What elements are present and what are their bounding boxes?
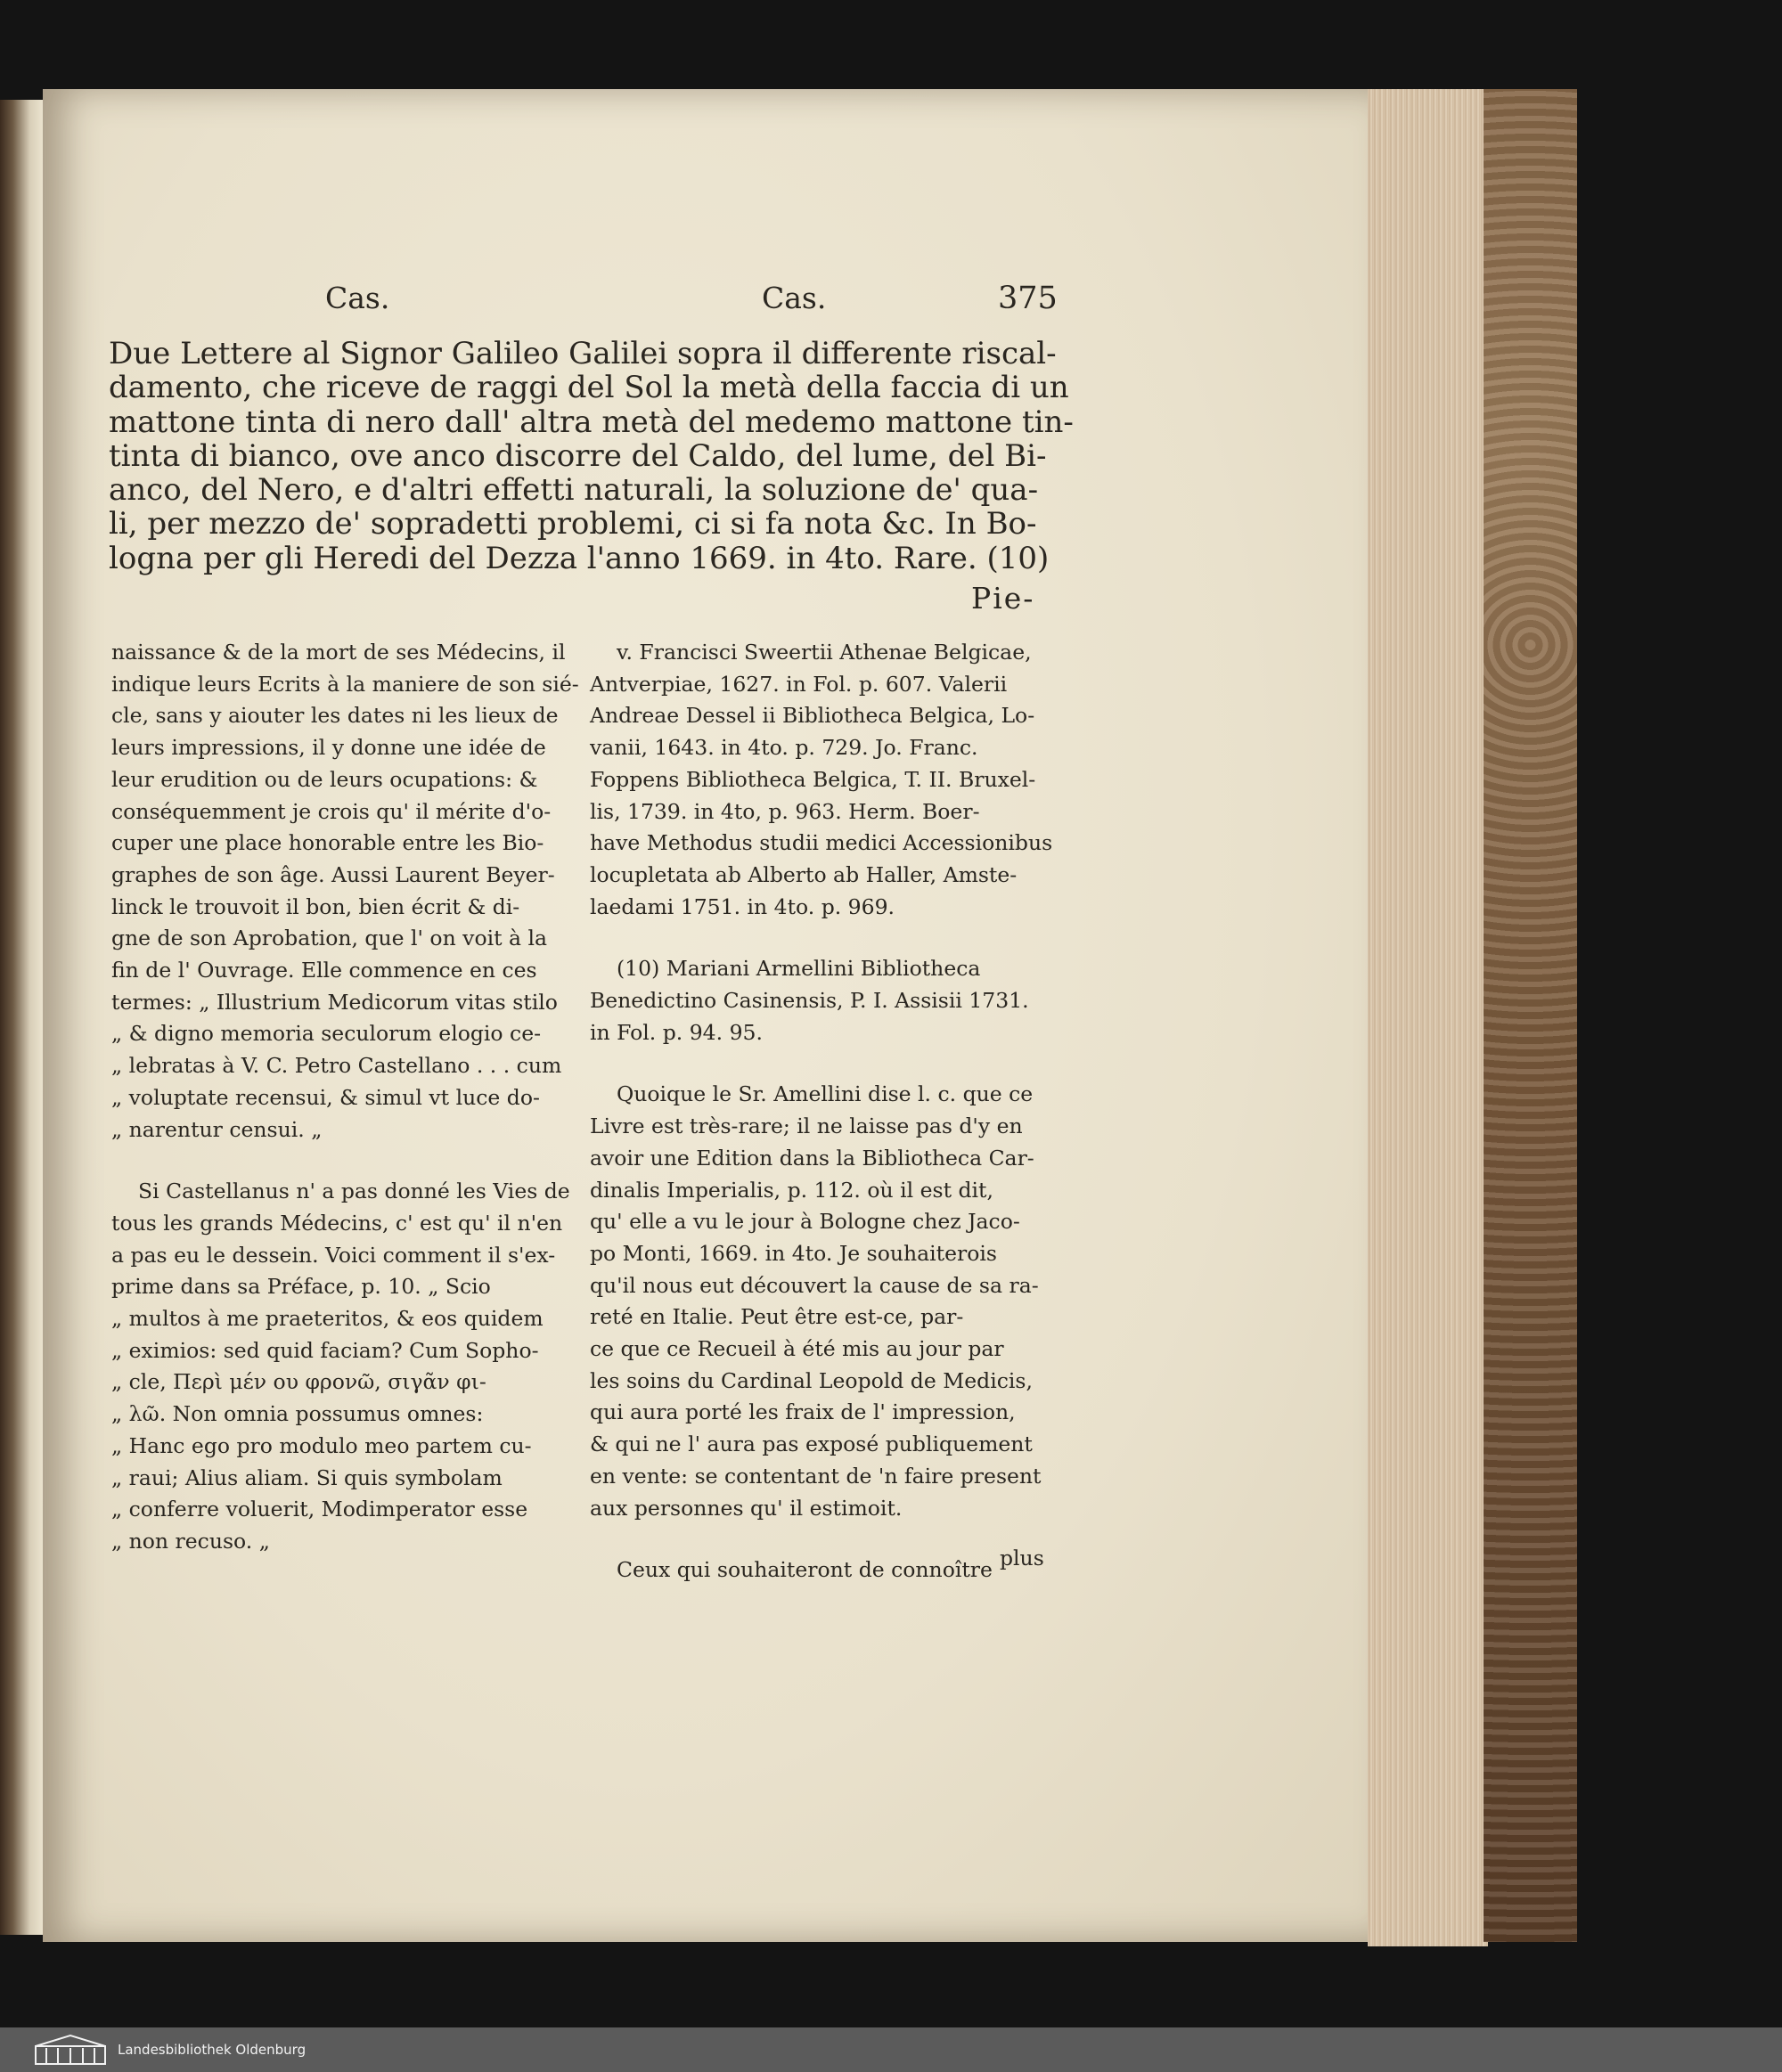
right-column xyxy=(590,637,1053,1587)
text-line: „ & digno memoria seculorum elogio ce- xyxy=(111,1021,542,1047)
text-line: aux personnes qu' il estimoit. xyxy=(590,1495,903,1521)
text-line: tous les grands Médecins, c' est qu' il n'en xyxy=(111,1210,563,1236)
text-line: „ λῶ. Non omnia possumus omnes: xyxy=(111,1401,484,1427)
title-line: logna per gli Heredi del Dezza l'anno 1669. in 4to. Rare. (10) xyxy=(109,540,1050,576)
text-line: „ eximios: sed quid faciam? Cum Sopho- xyxy=(111,1337,539,1363)
text-line: „ lebratas à V. C. Petro Castellano . . . cum xyxy=(111,1053,562,1079)
paragraph-gap xyxy=(590,923,1044,953)
paragraph-gap xyxy=(590,1048,1044,1079)
title-line: mattone tinta di nero dall' altra metà del medemo mattone tin- xyxy=(109,404,1074,440)
text-line: v. Francisci Sweertii Athenae Belgicae, xyxy=(617,640,1032,665)
text-line: & qui ne l' aura pas exposé publiquement xyxy=(590,1432,1033,1457)
library-name: Landesbibliothek Oldenburg xyxy=(118,2042,307,2058)
left-column xyxy=(111,637,579,1558)
title-line: damento, che riceve de raggi del Sol la metà della faccia di un xyxy=(109,370,1069,406)
title-line: Due Lettere al Signor Galileo Galilei sopra il differente riscal- xyxy=(109,336,1057,371)
right-paragraph-2 xyxy=(590,953,1044,1048)
right-paragraph-4 xyxy=(590,1554,1044,1587)
text-line: qu' elle a vu le jour à Bologne chez Jaco- xyxy=(590,1209,1020,1235)
text-line: prime dans sa Préface, p. 10. „ Scio xyxy=(111,1274,491,1300)
text-line: (10) Mariani Armellini Bibliotheca xyxy=(617,956,981,982)
page-stack-edge xyxy=(1368,89,1488,1946)
text-line: Livre est très-rare; il ne laisse pas d'y en xyxy=(590,1113,1023,1139)
text-line: leur erudition ou de leurs ocupations: & xyxy=(111,766,538,792)
text-line: reté en Italie. Peut être est-ce, par- xyxy=(590,1304,964,1330)
text-line: les soins du Cardinal Leopold de Medicis, xyxy=(590,1367,1033,1393)
column-catchword: plus xyxy=(1000,1546,1044,1570)
text-line: naissance & de la mort de ses Médecins, il xyxy=(111,640,566,665)
text-line: Quoique le Sr. Amellini dise l. c. que ce xyxy=(617,1081,1034,1107)
text-line: Andreae Dessel ii Bibliotheca Belgica, Lo- xyxy=(590,703,1035,729)
marbled-cover-pattern xyxy=(1484,89,1577,1942)
text-line: leurs impressions, il y donne une idée de xyxy=(111,735,546,761)
title-line: tinta di bianco, ove anco discorre del Caldo, del lume, del Bi- xyxy=(109,437,1047,474)
text-line: Ceux qui souhaiteront de connoître xyxy=(617,1557,993,1583)
text-line: conséquemment je crois qu' il mérite d'o- xyxy=(111,798,552,824)
text-line: laedami 1751. in 4to. p. 969. xyxy=(590,893,895,919)
text-line: en vente: se contentant de 'n faire present xyxy=(590,1463,1042,1489)
library-building-icon xyxy=(34,2034,107,2066)
right-paragraph-3 xyxy=(590,1079,1044,1524)
text-line: „ raui; Alius aliam. Si quis symbolam xyxy=(111,1464,503,1490)
right-paragraph-1 xyxy=(590,637,1053,923)
text-line: lis, 1739. in 4to, p. 963. Herm. Boer- xyxy=(590,798,980,824)
running-head-center: Cas. xyxy=(762,281,827,315)
text-line: „ multos à me praeteritos, & eos quidem xyxy=(111,1306,544,1332)
previous-page-edge xyxy=(0,100,43,1935)
text-line: vanii, 1643. in 4to. p. 729. Jo. Franc. xyxy=(590,735,978,761)
text-line: „ non recuso. „ xyxy=(111,1528,270,1554)
text-line: locupletata ab Alberto ab Haller, Amste- xyxy=(590,861,1018,887)
text-line: cle, sans y aiouter les dates ni les lieux de xyxy=(111,703,559,729)
paragraph-gap xyxy=(590,1524,1044,1554)
text-line: „ Hanc ego pro modulo meo partem cu- xyxy=(111,1432,532,1458)
text-line: dinalis Imperialis, p. 112. où il est dit, xyxy=(590,1177,993,1203)
text-line: avoir une Edition dans la Bibliotheca Car- xyxy=(590,1145,1034,1171)
left-paragraph-2 xyxy=(111,1176,570,1557)
text-line: ce que ce Recueil à été mis au jour par xyxy=(590,1336,1004,1362)
title-catchword: Pie- xyxy=(971,581,1035,616)
title-entry xyxy=(109,336,1074,576)
text-line: termes: „ Illustrium Medicorum vitas stilo xyxy=(111,989,558,1015)
title-line: li, per mezzo de' sopradetti problemi, ci si fa nota &c. In Bo- xyxy=(109,506,1037,542)
text-line: cuper une place honorable entre les Bio- xyxy=(111,830,544,856)
text-line: linck le trouvoit il bon, bien écrit & di- xyxy=(111,893,520,919)
text-line: po Monti, 1669. in 4to. Je souhaiterois xyxy=(590,1240,997,1266)
text-line: in Fol. p. 94. 95. xyxy=(590,1019,763,1045)
page-number: 375 xyxy=(998,281,1058,316)
text-line: „ voluptate recensui, & simul vt luce do- xyxy=(111,1084,540,1110)
paragraph-gap xyxy=(111,1146,557,1176)
text-line: Antverpiae, 1627. in Fol. p. 607. Valerii xyxy=(590,671,1008,697)
text-line: indique leurs Ecrits à la maniere de son sié- xyxy=(111,671,579,697)
text-line: „ cle, Περὶ μέν ου φρονῶ, σιγᾶν φι- xyxy=(111,1369,486,1395)
provenance-bar xyxy=(0,2027,1782,2072)
text-line: „ conferre voluerit, Modimperator esse xyxy=(111,1497,528,1522)
text-line: gne de son Aprobation, que l' on voit à la xyxy=(111,926,548,951)
text-line: Foppens Bibliotheca Belgica, T. II. Bruxel- xyxy=(590,766,1036,792)
text-line: graphes de son âge. Aussi Laurent Beyer- xyxy=(111,861,555,887)
text-line: a pas eu le dessein. Voici comment il s'ex- xyxy=(111,1242,556,1268)
title-line: anco, del Nero, e d'altri effetti naturali, la soluzione de' qua- xyxy=(109,472,1039,509)
text-line: Benedictino Casinensis, P. I. Assisii 1731. xyxy=(590,988,1029,1014)
text-line: qu'il nous eut découvert la cause de sa ra- xyxy=(590,1272,1039,1298)
text-line: Si Castellanus n' a pas donné les Vies de xyxy=(138,1179,570,1204)
text-line: „ narentur censui. „ xyxy=(111,1116,323,1142)
text-line: qui aura porté les fraix de l' impression, xyxy=(590,1399,1016,1425)
text-line: have Methodus studii medici Accessionibus xyxy=(590,830,1053,856)
text-line: fin de l' Ouvrage. Elle commence en ces xyxy=(111,958,537,983)
running-head-left: Cas. xyxy=(325,281,390,315)
left-paragraph-1 xyxy=(111,637,579,1146)
